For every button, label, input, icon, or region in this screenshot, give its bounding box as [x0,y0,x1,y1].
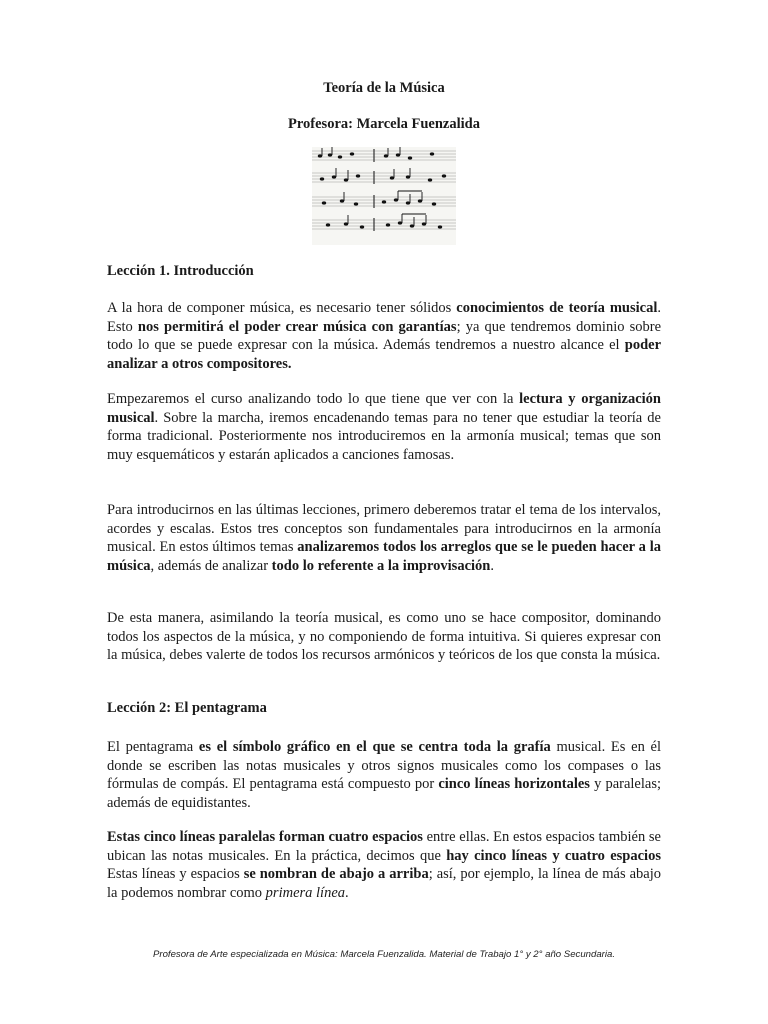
text-run: . [490,557,494,574]
text-run: y paralelas; además de equidistantes. [107,776,661,811]
text-run: A la hora de componer música, es necesario tener sólidos [107,300,457,316]
lesson-1-paragraph-2 [107,390,661,464]
text-run: ; así, por ejemplo, la línea de más abajo la podemos nombrar como [107,866,661,901]
bold-text-run: analizaremos todos los arreglos que se le pueden hacer a la música [107,539,661,574]
bold-text-run: conocimientos de teoría musical [456,300,658,316]
text-run: . Sobre la marcha, iremos encadenando temas para no tener que estudiar la teoría de forma tradicional. Posteriormente nos introduciremos en la armonía musical; temas que son muy esquemáticos y estarán aplicados a canciones famosas. [107,409,661,463]
text-run: , además de analizar [150,557,272,574]
lesson-2-paragraph-2 [107,828,661,902]
text-run: musical. Es en él donde se escriben las notas musicales y otros signos musicales como los compases o las fórmulas de compás. El pentagrama está compuesto por [107,739,661,793]
text-run: De esta manera, asimilando la teoría musical, es como uno se hace compositor, dominando todos los aspectos de la música, y no componiendo de forma intuitiva. Si quieres expresar con la música, debes valerte de todos los recursos armónicos y teóricos de los que consta la música. [107,610,661,664]
sheet-music-image [312,147,456,245]
teacher-name: Profesora: Marcela Fuenzalida [288,116,480,132]
bold-text-run: lectura y organización musical [107,391,661,426]
text-run: Empezaremos el curso analizando todo lo que tiene que ver con la [107,391,520,407]
text-run: El pentagrama [107,739,199,755]
bold-text-run: se nombran de abajo a arriba [243,866,429,883]
text-run: . Esto [107,300,661,335]
bold-text-run: Estas cinco líneas paralelas forman cuatro espacios [107,829,423,845]
bold-text-run: todo lo referente a la improvisación [271,557,491,574]
text-run: Estas líneas y espacios [107,866,244,883]
italic-text-run: primera línea [265,884,346,901]
bold-text-run: hay cinco líneas y cuatro espacios [446,847,661,864]
document-title: Teoría de la Música [323,80,445,96]
bold-text-run: es el símbolo gráfico en el que se centra toda la grafía [198,739,551,755]
page-footer: Profesora de Arte especializada en Música: Marcela Fuenzalida. Material de Trabajo 1° y 2° año Secundaria. [152,949,616,960]
lesson-1-heading: Lección 1. Introducción [107,263,254,279]
bold-text-run: nos permitirá el poder crear música con garantías [137,318,457,335]
lesson-1-paragraph-3 [107,501,661,575]
lesson-2-paragraph-1 [107,738,661,812]
lesson-2-heading: Lección 2: El pentagrama [107,700,267,716]
lesson-1-paragraph-4 [107,609,661,665]
text-run: ; ya que tendremos dominio sobre todo lo que se puede expresar con la música. Además tendremos a nuestro alcance el [107,318,662,354]
text-run: Para introducirnos en las últimas lecciones, primero deberemos tratar el tema de los intervalos, acordes y escalas. Estos tres conceptos son fundamentales para introducirnos en la armonía musical. En estos últimos temas [107,502,661,556]
bold-text-run: cinco líneas horizontales [438,776,590,793]
lesson-1-paragraph-1 [107,299,661,373]
bold-text-run: poder analizar a otros compositores. [107,337,661,372]
text-run: . [345,884,349,901]
text-run: entre ellas. En estos espacios también se ubican las notas musicales. En la práctica, decimos que [107,829,661,864]
